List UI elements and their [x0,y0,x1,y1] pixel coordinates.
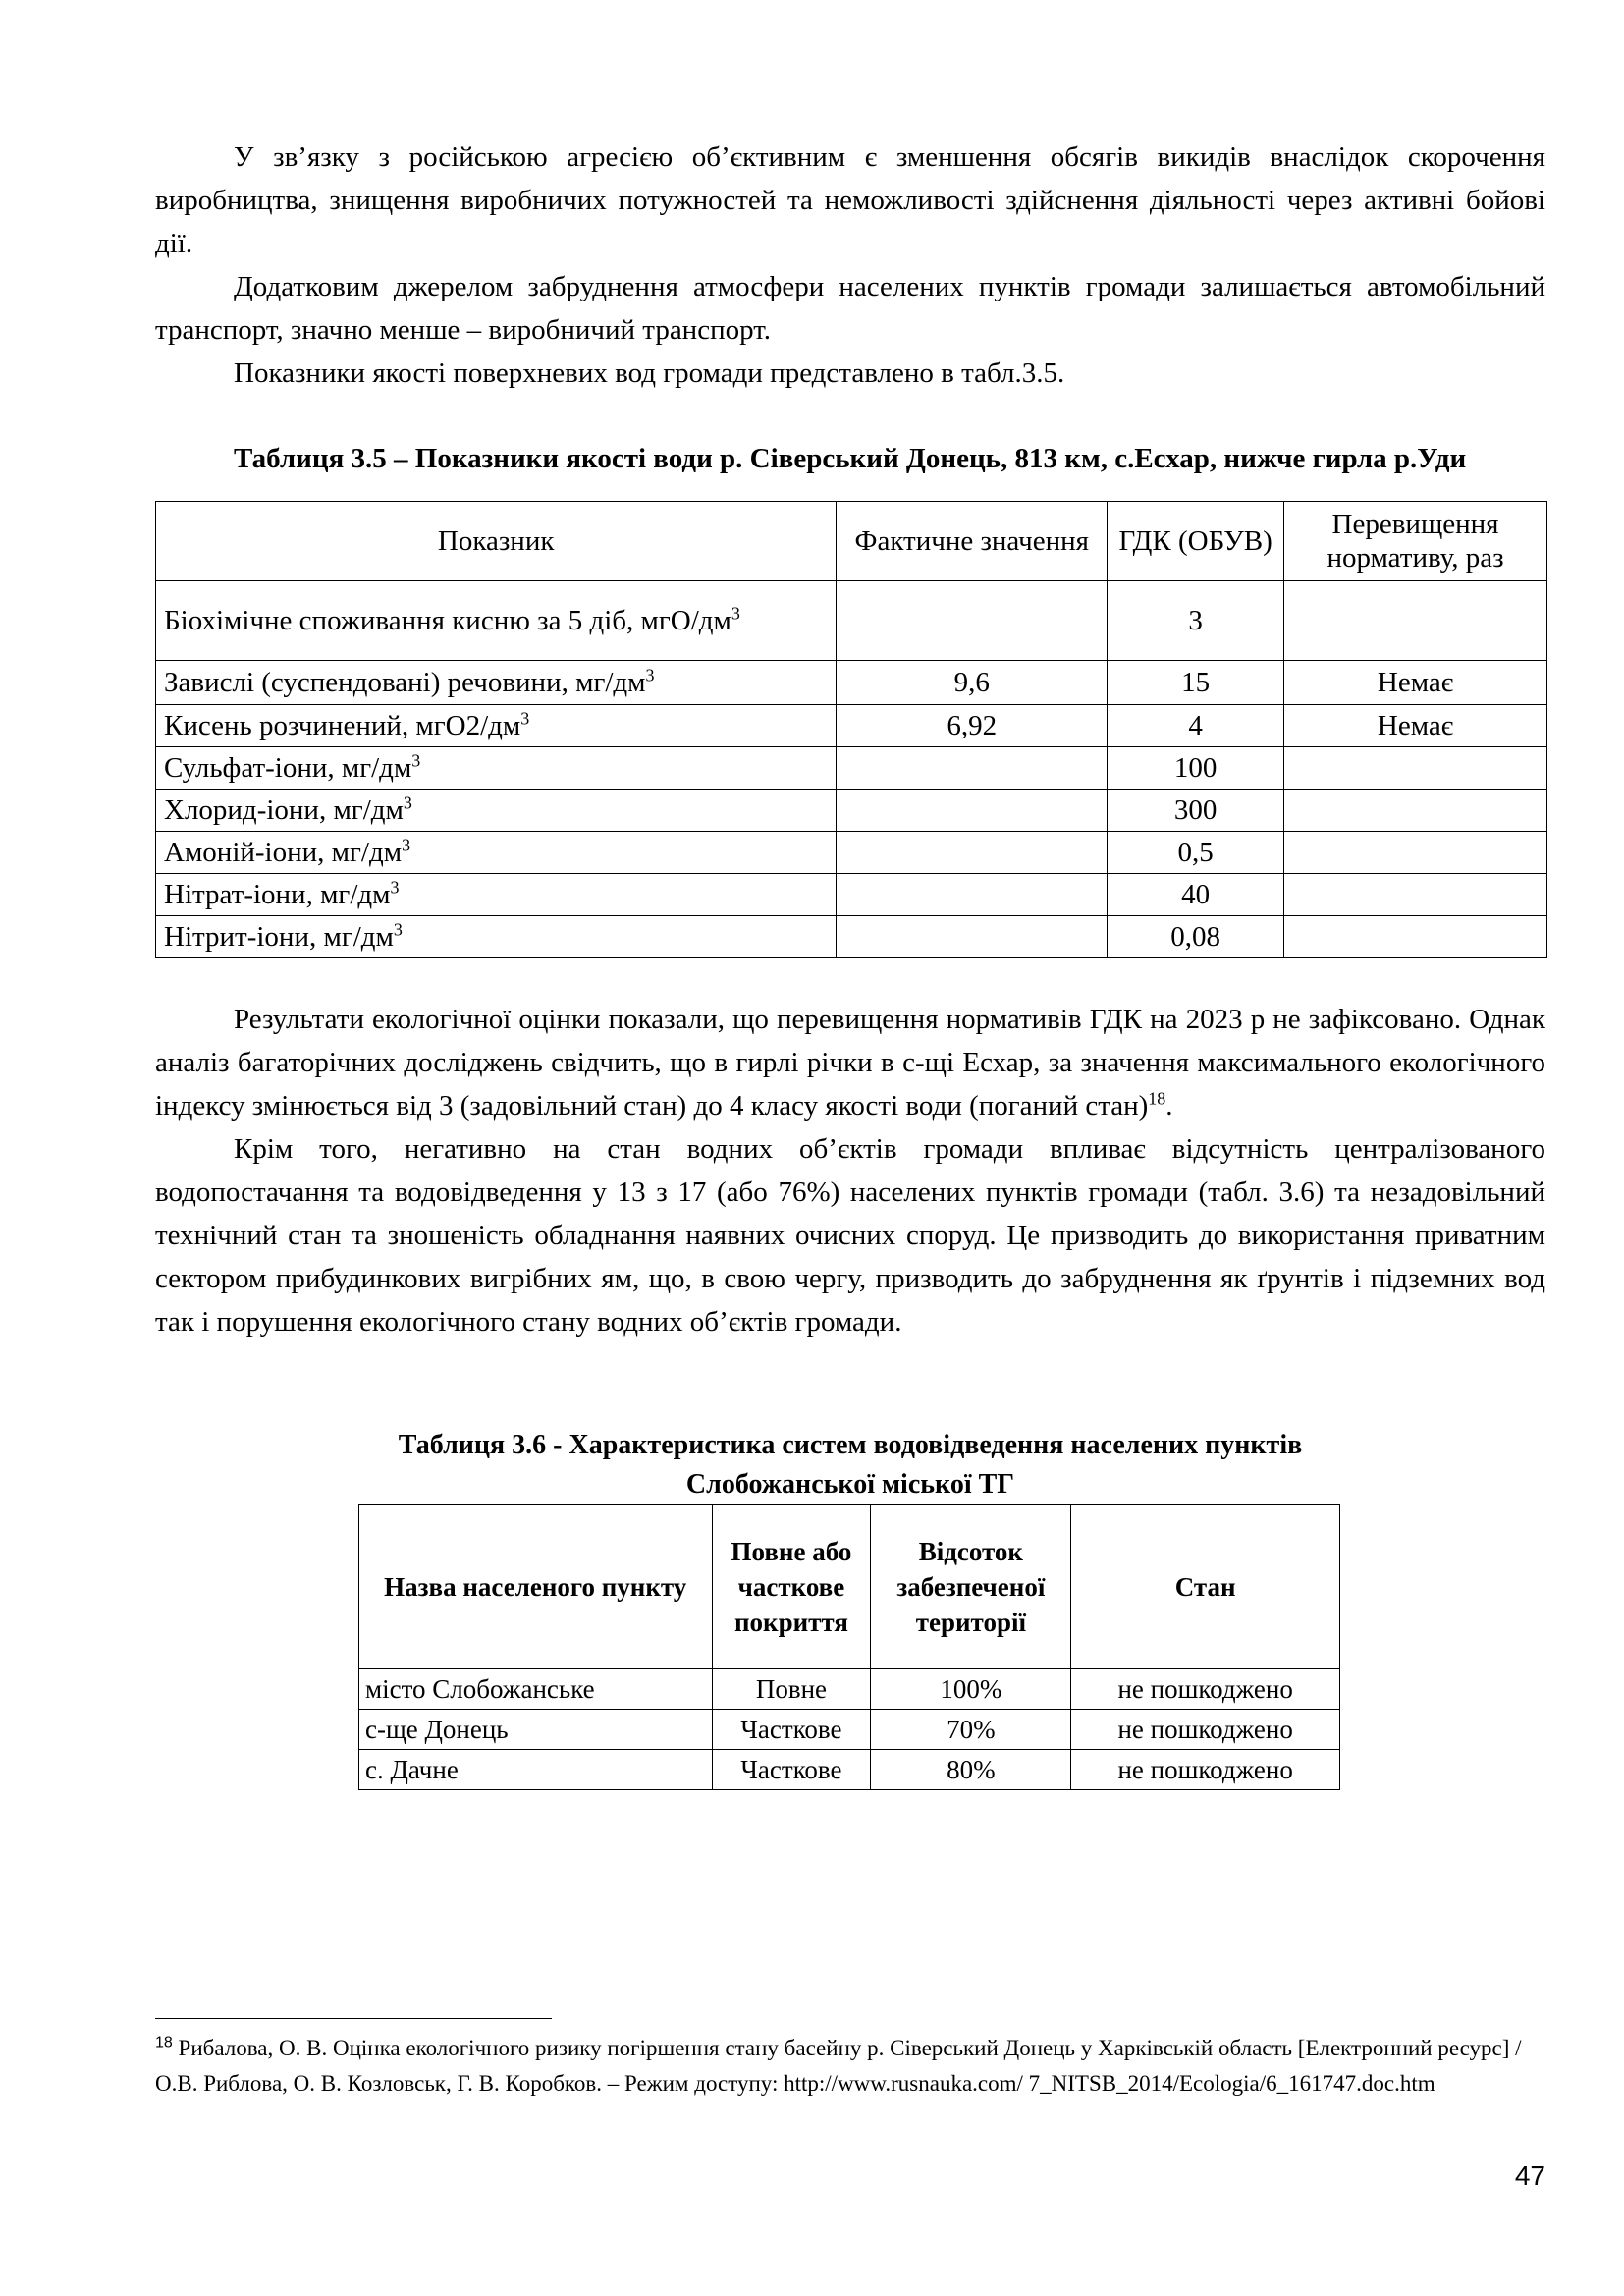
row-actual [837,581,1108,661]
row-limit: 100 [1108,747,1284,790]
header-state: Стан [1071,1505,1340,1669]
row-percent: 70% [871,1710,1071,1750]
footnote [155,2031,1549,2102]
row-actual [837,916,1108,958]
row-excess: Немає [1284,661,1547,705]
header-indicator: Показник [156,502,837,581]
paragraph-1: У зв’язку з російською агресією об’єктивним є зменшення обсягів викидів внаслідок скорочення виробництва, знищення виробничих потужностей та неможливості здійснення діяльності через активні бойові дії. [155,141,1545,259]
row-percent: 80% [871,1750,1071,1790]
row-settlement: с. Дачне [359,1750,713,1790]
table-row [359,1750,1340,1790]
table-3-6-caption: Таблиця 3.6 - Характеристика систем водовідведення населених пунктів Слобожанської міської ТГ [398,1430,1303,1500]
table-row [156,916,1547,958]
table-row [156,790,1547,832]
paragraph-4: Результати екологічної оцінки показали, що перевищення нормативів ГДК на 2023 р не зафіксовано. Однак аналіз багаторічних досліджень свідчить, що в гирлі річки в с-щі Есхар, за значення максимального екологічного індексу змінюється від 3 (задовільний стан) до 4 класу якості води (поганий стан)$^{18}$. [155,1004,1545,1121]
row-coverage: Часткове [712,1710,871,1750]
row-state: не пошкоджено [1071,1669,1340,1710]
header-coverage: Повне або часткове покриття [712,1505,871,1669]
row-indicator: Нітрат-іони, $мг/дм^3$ [156,874,837,916]
table-3-5 [155,501,1547,958]
table-row [359,1710,1340,1750]
table-row [156,581,1547,661]
page-number: 47 [1514,2160,1545,2191]
row-indicator: Кисень розчинений, $мгО2/дм^3$ [156,705,837,747]
row-indicator: Нітрит-іони, $мг/дм^3$ [156,916,837,958]
row-limit: 40 [1108,874,1284,916]
page-content [155,136,1545,1790]
table-header-row [359,1505,1340,1669]
row-excess [1284,916,1547,958]
row-indicator: Амоній-іони, $мг/дм^3$ [156,832,837,874]
table-row [156,832,1547,874]
row-settlement: с-ще Донець [359,1710,713,1750]
row-actual: 6,92 [837,705,1108,747]
row-excess [1284,747,1547,790]
table-row [156,661,1547,705]
table-row [156,747,1547,790]
row-actual [837,832,1108,874]
table-3-5-caption: Таблиця 3.5 – Показники якості води р. Сіверський Донець, 813 км, с.Есхар, нижче гирла р.Уди [234,443,1467,474]
row-actual [837,790,1108,832]
header-percent: Відсоток забезпеченої території [871,1505,1071,1669]
row-limit: 0,5 [1108,832,1284,874]
paragraph-3: Показники якості поверхневих вод громади представлено в табл.3.5. [234,357,1065,389]
row-limit: 4 [1108,705,1284,747]
table-3-6 [358,1504,1340,1790]
paragraph-5: Крім того, негативно на стан водних об’єктів громади впливає відсутність централізованого водопостачання та водовідведення у 13 з 17 (або 76%) населених пунктів громади (табл. 3.6) та незадовільний технічний стан та зношеність обладнання наявних очисних споруд. Це призводить до використання приватним сектором прибудинкових вигрібних ям, що, в свою чергу, призводить до забруднення як ґрунтів і підземних вод так і порушення екологічного стану водних об’єктів громади. [155,1133,1545,1338]
table-header-row [156,502,1547,581]
table-row [156,874,1547,916]
footnote-text: Рибалова, О. В. Оцінка екологічного ризику погіршення стану басейну р. Сіверський Донець у Харківській область [Електронний ресурс] / О.В. Риблова, О. В. Козловськ, Г. В. Коробков. – Режим доступу: http://www.rusnauka.com/ 7_NITSB_2014/Ecologia/6_161747.doc.htm [155,2036,1522,2096]
row-actual [837,874,1108,916]
row-coverage: Повне [712,1669,871,1710]
row-indicator: Сульфат-іони, $мг/дм^3$ [156,747,837,790]
row-excess [1284,832,1547,874]
row-excess [1284,874,1547,916]
row-excess [1284,790,1547,832]
row-limit: 15 [1108,661,1284,705]
footnote-divider [155,2018,552,2019]
header-settlement: Назва населеного пункту [359,1505,713,1669]
row-excess [1284,581,1547,661]
row-indicator: Хлорид-іони, $мг/дм^3$ [156,790,837,832]
row-excess: Немає [1284,705,1547,747]
paragraph-2: Додатковим джерелом забруднення атмосфери населених пунктів громади залишається автомобільний транспорт, значно менше – виробничий транспорт. [155,271,1545,346]
row-state: не пошкоджено [1071,1750,1340,1790]
row-percent: 100% [871,1669,1071,1710]
row-actual [837,747,1108,790]
row-coverage: Часткове [712,1750,871,1790]
table-row [156,705,1547,747]
row-limit: 300 [1108,790,1284,832]
row-indicator: Біохімічне споживання кисню за 5 діб, мгО/$дм^3$ [156,581,837,661]
header-actual: Фактичне значення [837,502,1108,581]
header-excess: Перевищення нормативу, раз [1284,502,1547,581]
header-limit: ГДК (ОБУВ) [1108,502,1284,581]
footnote-number: 18 [155,2034,173,2051]
table-row [359,1669,1340,1710]
footnote-reference: 18 [1148,1088,1166,1109]
row-actual: 9,6 [837,661,1108,705]
row-limit: 0,08 [1108,916,1284,958]
row-state: не пошкоджено [1071,1710,1340,1750]
row-indicator: Завислі (суспендовані) речовини, $мг/дм^3$ [156,661,837,705]
row-limit: 3 [1108,581,1284,661]
row-settlement: місто Слобожанське [359,1669,713,1710]
